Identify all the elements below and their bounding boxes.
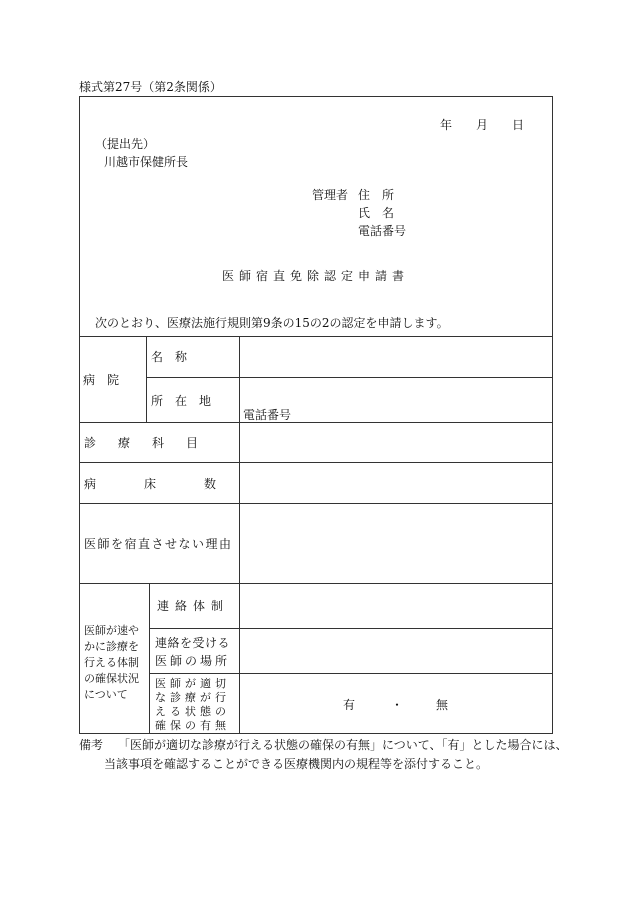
system-label-1: 医師が速や — [84, 624, 139, 637]
system-label-5: について — [84, 688, 128, 701]
secured-label-3: える状態の — [155, 705, 230, 718]
departments-field[interactable] — [240, 423, 552, 462]
secured-label-1: 医師が適切 — [155, 677, 230, 690]
recipient: 川越市保健所長 — [104, 155, 189, 169]
option-yes[interactable]: 有 — [343, 698, 356, 712]
contact-place-label-2: 医師の場所 — [155, 654, 231, 668]
col-line-hospital — [146, 336, 147, 423]
hospital-name-field[interactable] — [240, 337, 552, 377]
system-label-2: かに診療を — [84, 640, 139, 653]
contact-place-field[interactable] — [240, 629, 552, 673]
document-title: 医師宿直免除認定申請書 — [222, 269, 410, 283]
departments-label: 診療科目 — [84, 436, 221, 450]
system-label-4: の確保状況 — [84, 672, 139, 685]
frame-top — [79, 96, 553, 97]
note-line-2: 当該事項を確認することができる医療機関内の規程等を添付すること。 — [104, 757, 489, 771]
hospital-location-label: 所 在 地 — [151, 394, 212, 408]
option-separator: ・ — [391, 698, 404, 712]
option-no[interactable]: 無 — [436, 698, 449, 712]
system-label-3: 行える体制 — [84, 656, 139, 669]
date-month-label: 月 — [476, 118, 489, 132]
reason-label: 医師を宿直させない理由 — [84, 537, 233, 551]
frame-right — [552, 96, 553, 734]
applicant-phone-label: 電話番号 — [358, 224, 407, 238]
frame-bottom — [79, 733, 553, 734]
hospital-name-label: 名 称 — [151, 350, 188, 364]
hospital-phone-label: 電話番号 — [243, 408, 292, 422]
reason-field[interactable] — [240, 504, 552, 583]
date-day-label: 日 — [512, 118, 525, 132]
applicant-label: 管理者 — [312, 188, 349, 202]
intro-text: 次のとおり、医療法施行規則第9条の15の2の認定を申請します。 — [95, 316, 449, 330]
beds-label: 病床数 — [84, 477, 265, 491]
col-line-system — [149, 583, 150, 734]
note-label: 備考 — [79, 738, 104, 752]
applicant-name-label: 氏 名 — [358, 206, 395, 220]
hospital-label: 病 院 — [83, 373, 120, 387]
contact-place-label-1: 連絡を受ける — [155, 636, 231, 650]
form-number: 様式第27号（第2条関係） — [79, 80, 222, 94]
beds-field[interactable] — [240, 463, 552, 503]
submit-to-label: （提出先） — [95, 137, 156, 151]
secured-label-2: な診療が行 — [155, 691, 230, 704]
hospital-location-field[interactable] — [240, 378, 552, 422]
frame-left — [79, 96, 80, 734]
applicant-address-label: 住 所 — [358, 188, 395, 202]
note-line-1: 「医師が適切な診療が行える状態の確保の有無」について、「有」とした場合には、 — [118, 738, 568, 752]
secured-label-4: 確保の有無 — [155, 719, 230, 732]
row-line-8 — [149, 673, 553, 674]
date-year-label: 年 — [440, 118, 453, 132]
contact-system-label: 連絡体制 — [157, 599, 230, 613]
contact-system-field[interactable] — [240, 584, 552, 628]
